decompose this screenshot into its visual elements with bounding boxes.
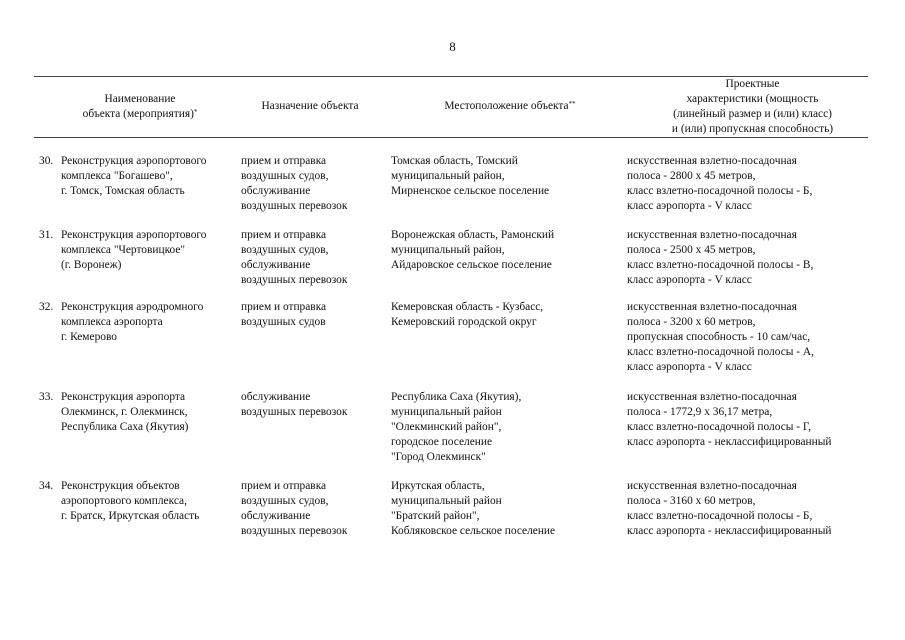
object-location [391, 479, 555, 539]
object-purpose-line: прием и отправка [241, 480, 327, 492]
object-characteristics-line: искусственная взлетно-посадочная [627, 155, 797, 167]
object-location [391, 390, 521, 465]
object-name [61, 479, 199, 524]
object-characteristics-line: класс аэропорта - V класс [627, 361, 752, 373]
object-characteristics-line: полоса - 3160 x 60 метров, [627, 495, 756, 507]
object-purpose [241, 479, 347, 539]
row-number: 30. [39, 155, 54, 167]
object-location [391, 228, 554, 273]
object-name [61, 390, 188, 435]
object-name-line: аэропортового комплекса, [61, 495, 187, 507]
header-characteristics: Проектные характеристики (мощность (линейный размер и (или) класс) и (или) пропускная способность) [671, 78, 834, 135]
object-purpose-line: прием и отправка [241, 155, 327, 167]
object-purpose-line: обслуживание [241, 185, 311, 197]
object-name-line: комплекса "Чертовицкое" [61, 244, 186, 256]
object-location-line: Республика Саха (Якутия), [391, 391, 522, 403]
object-name [61, 154, 207, 199]
object-characteristics-line: класс аэропорта - V класс [627, 200, 752, 212]
row-number: 34. [39, 480, 54, 492]
object-characteristics-line: искусственная взлетно-посадочная [627, 301, 797, 313]
object-name-line: Республика Саха (Якутия) [61, 421, 189, 433]
object-purpose-line: обслуживание [241, 391, 311, 403]
object-characteristics-line: полоса - 1772,9 x 36,17 метра, [627, 406, 773, 418]
object-characteristics [627, 390, 831, 450]
header-name: Наименование объекта (мероприятия)* [82, 93, 198, 120]
page-number: 8 [449, 39, 456, 54]
object-location-line: муниципальный район [391, 495, 502, 507]
object-name-line: (г. Воронеж) [61, 259, 122, 271]
object-name-line: г. Томск, Томская область [61, 185, 185, 197]
object-name-line: Реконструкция аэропортового [61, 155, 207, 167]
object-characteristics-line: пропускная способность - 10 сам/час, [627, 331, 811, 343]
footnote-mark: * [193, 108, 198, 116]
header-purpose: Назначение объекта [261, 100, 359, 112]
object-location-line: "Братский район", [391, 510, 480, 522]
object-purpose-line: прием и отправка [241, 229, 327, 241]
object-characteristics [627, 154, 812, 214]
row-number: 31. [39, 229, 54, 241]
row-number: 32. [39, 301, 54, 313]
object-characteristics [627, 228, 813, 288]
object-characteristics-line: искусственная взлетно-посадочная [627, 480, 797, 492]
object-characteristics-line: класс взлетно-посадочной полосы - А, [627, 346, 814, 358]
object-purpose-line: воздушных судов, [241, 170, 329, 182]
object-purpose-line: воздушных перевозок [241, 274, 348, 286]
object-characteristics-line: искусственная взлетно-посадочная [627, 391, 797, 403]
table-header-rule [34, 137, 868, 138]
object-location-line: Кемеровская область - Кузбасс, [391, 301, 544, 313]
object-name-line: Олекминск, г. Олекминск, [61, 406, 188, 418]
object-location-line: муниципальный район, [391, 244, 505, 256]
object-name [61, 300, 203, 345]
object-location-line: Иркутская область, [391, 480, 485, 492]
object-purpose-line: воздушных перевозок [241, 406, 348, 418]
object-location-line: Кобляковское сельское поселение [391, 525, 556, 537]
object-location-line: муниципальный район [391, 406, 502, 418]
row-number: 33. [39, 391, 54, 403]
object-characteristics [627, 479, 831, 539]
object-location-line: Кемеровский городской округ [391, 316, 537, 328]
object-name-line: комплекса "Богашево", [61, 170, 173, 182]
object-purpose-line: воздушных перевозок [241, 200, 348, 212]
object-name-line: г. Братск, Иркутская область [61, 510, 200, 522]
object-location [391, 154, 549, 199]
object-location-line: Воронежская область, Рамонский [391, 229, 555, 241]
object-location-line: Айдаровское сельское поселение [391, 259, 552, 271]
object-purpose-line: воздушных судов, [241, 495, 329, 507]
object-name-line: Реконструкция аэропорта [61, 391, 186, 403]
object-purpose-line: прием и отправка [241, 301, 327, 313]
object-purpose [241, 228, 347, 288]
object-characteristics-line: искусственная взлетно-посадочная [627, 229, 797, 241]
object-characteristics-line: класс взлетно-посадочной полосы - Г, [627, 421, 812, 433]
object-location-line: Томская область, Томский [391, 155, 518, 167]
object-location-line: "Олекминский район", [391, 421, 502, 433]
object-purpose-line: воздушных перевозок [241, 525, 348, 537]
object-name-line: комплекса аэропорта [61, 316, 163, 328]
object-name-line: Реконструкция объектов [61, 480, 180, 492]
object-characteristics-line: класс аэропорта - V класс [627, 274, 752, 286]
object-characteristics-line: класс аэропорта - неклассифицированный [627, 525, 832, 537]
object-characteristics-line: класс взлетно-посадочной полосы - Б, [627, 185, 813, 197]
object-name-line: г. Кемерово [61, 331, 117, 343]
object-characteristics-line: класс аэропорта - неклассифицированный [627, 436, 832, 448]
object-name [61, 228, 207, 273]
object-purpose-line: обслуживание [241, 259, 311, 271]
object-characteristics [627, 300, 814, 375]
object-location-line: городское поселение [391, 436, 493, 448]
object-purpose-line: воздушных судов, [241, 244, 329, 256]
object-characteristics-line: полоса - 2500 x 45 метров, [627, 244, 756, 256]
object-name-line: Реконструкция аэропортового [61, 229, 207, 241]
object-purpose [241, 300, 326, 330]
object-characteristics-line: класс взлетно-посадочной полосы - В, [627, 259, 814, 271]
object-name-line: Реконструкция аэродромного [61, 301, 204, 313]
object-purpose-line: обслуживание [241, 510, 311, 522]
object-characteristics-line: класс взлетно-посадочной полосы - Б, [627, 510, 813, 522]
object-purpose [241, 390, 347, 420]
header-location: Местоположение объекта** [444, 100, 576, 112]
object-location-line: муниципальный район, [391, 170, 505, 182]
object-location-line: Мирненское сельское поселение [391, 185, 550, 197]
object-location-line: "Город Олекминск" [391, 451, 486, 463]
footnote-mark: ** [568, 100, 576, 108]
object-purpose-line: воздушных судов [241, 316, 326, 328]
object-purpose [241, 154, 347, 214]
object-location [391, 300, 543, 330]
object-characteristics-line: полоса - 3200 x 60 метров, [627, 316, 756, 328]
object-characteristics-line: полоса - 2800 x 45 метров, [627, 170, 756, 182]
